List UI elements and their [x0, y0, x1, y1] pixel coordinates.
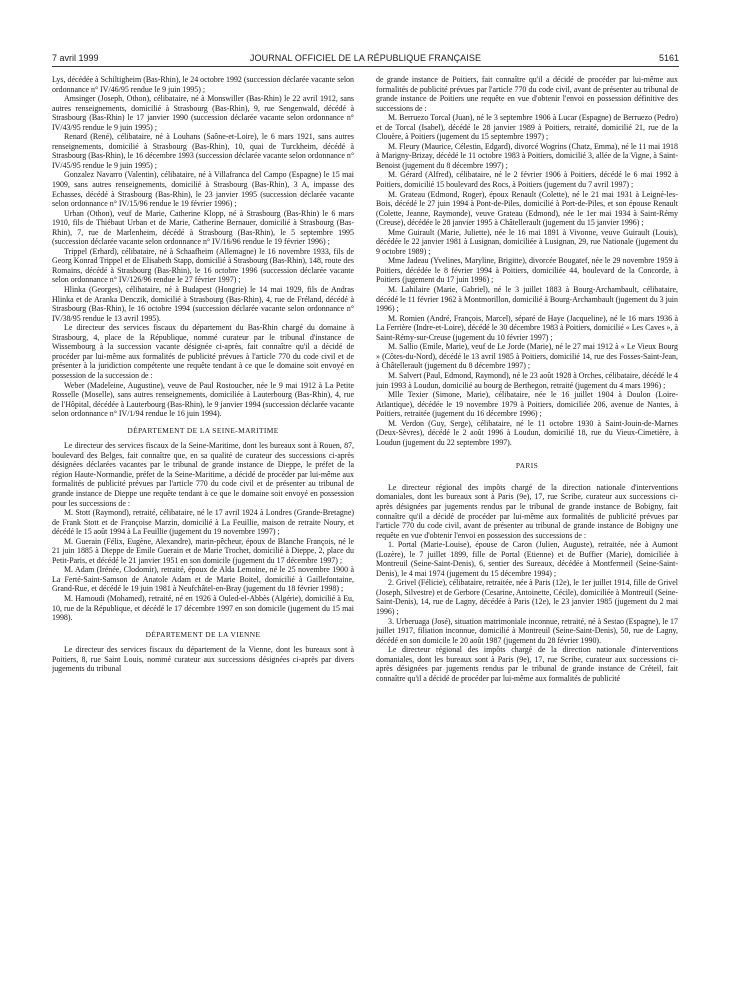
right-column	[376, 75, 678, 970]
left-paragraph: Gonzalez Navarro (Valentin), célibataire, né à Villafranca del Campo (Espagne) le 15 mai 1909, sans autres renseignements, domicilié à Strasbourg (Bas-Rhin), 3 A, impasse des Echasses, décédé à Strasbourg (Bas-Rhin), le 23 janvier 1995 (succession déclarée vacante selon ordonnance n° IV/15/96 rendue le 19 février 1996) ;	[52, 170, 354, 209]
right-paragraph: M. Lahilaire (Marie, Gabriel), né le 3 juillet 1883 à Bourg-Archambault, célibataire, décédé le 11 février 1962 à Montmorillon, domicilié à Bourg-Archambault (jugement du 3 juin 1996) ;	[376, 285, 678, 314]
left-paragraph: Renard (René), célibataire, né à Louhans (Saône-et-Loire), le 6 mars 1921, sans autres renseignements, domicilié à Strasbourg (Bas-Rhin), 10, quai de Turckheim, décédé à Strasbourg (Bas-Rhin), le 16 décembre 1993 (succession déclarée vacante selon ordonnance n° IV/45/95 rendue le 9 juin 1995) ;	[52, 132, 354, 170]
right-paragraph: Le directeur régional des impôts chargé de la direction nationale d'interventions domaniales, dont les bureaux sont à Paris (9e), 17, rue Scribe, curateur aux successions ci-après désignées par jugements rendus par le tribunal de grande instance de Bobigny, fait connaître qu'il a décidé de procéder par lui-même aux formalités de publicité prévues par l'article 770 du code civil, avant de présenter au tribunal de grande instance de Bobigny une requête en vue d'obtenir l'envoi en possession des successions de :	[376, 482, 678, 540]
left-paragraph: Urban (Othon), veuf de Marie, Catherine Klopp, né à Strasbourg (Bas-Rhin) le 6 mars 1910, fils de Thiébaut Urban et de Marie, Catherine Bernauer, domicilié à Strasbourg (Bas-Rhin), 7, rue de Marlenheim, décédé à Strasbourg (Bas-Rhin), le 5 septembre 1995 (succession déclarée vacante selon ordonnance n° IV/16/96 rendue le 19 février 1996) ;	[52, 208, 354, 247]
left-paragraph: M. Stott (Raymond), retraité, célibataire, né le 17 avril 1924 à Londres (Grande-Bretagne) de Frank Stott et de Françoise Marzin, domicilié à La Feuillie, maison de retraite Noury, et décédé le 15 août 1994 à La Feuillie (jugement du 19 novembre 1997) ;	[52, 508, 354, 537]
right-paragraph: 1. Portal (Marie-Louise), épouse de Caron (Julien, Auguste), retraitée, née à Aumont (Lozère), le 7 juillet 1899, fille de Portal (Etienne) et de Buffier (Marie), domiciliée à Montreuil (Seine-Saint-Denis), 6, sentier des Sureaux, décédée à Montfermeil (Seine-Saint-Denis), le 4 mai 1974 (jugement du 15 décembre 1994) ;	[376, 540, 678, 578]
right-paragraph: M. Salvert (Paul, Edmond, Raymond), né le 23 août 1928 à Orches, célibataire, décédé le 4 juin 1993 à Loudun, domicilié au bourg de Berthegon, retraité (jugement du 4 mars 1996) ;	[376, 370, 678, 390]
right-paragraph: Mme Guirault (Marie, Juliette), née le 16 mai 1891 à Vivonne, veuve Guirault (Louis), décédée le 22 janvier 1981 à Lusignan, domiciliée à Lusignan, 29, rue Nationale (jugement du 9 octobre 1989) ;	[376, 227, 678, 256]
right-paragraph: M. Gérard (Alfred), célibataire, né le 2 février 1906 à Poitiers, décédé le 6 mai 1992 à Poitiers, domicilié 15 boulevard des Rocs, à Poitiers (jugement du 7 avril 1997) ;	[376, 170, 678, 190]
right-paragraph: M. Fleury (Maurice, Célestin, Edgard), divorcé Wogrins (Chatz, Emma), né le 11 mai 1918 à Marigny-Brizay, décédé le 11 octobre 1983 à Poitiers, domicilié 3, allée de la Vigne, à Saint-Benoist (jugement du 8 décembre 1997) ;	[376, 141, 678, 170]
right-paragraph: 3. Urberuaga (José), situation matrimoniale inconnue, retraité, né à Sestao (Espagne), le 17 juillet 1917, filiation inconnue, domicilié à Montreuil (Seine-Saint-Denis), 50, rue de Lagny, décédé en son domicile le 20 août 1987 (jugement du 28 février 1990).	[376, 616, 678, 645]
right-paragraph: M. Sallio (Emile, Marie), veuf de Le Jorde (Marie), né le 27 mai 1912 à « Le Vieux Bourg » (Côtes-du-Nord), décédé le 13 avril 1985 à Poitiers, domicilié 14, rue des Fosses-Saint-Jean, à Châtellerault (jugement du 8 décembre 1997) ;	[376, 342, 678, 371]
right-paragraph: M. Romien (André, François, Marcel), séparé de Haye (Jacqueline), né le 16 mars 1936 à La Ferrière (Indre-et-Loire), décédé le 30 décembre 1983 à Poitiers, domicilié « Les Caves », à Saint-Rémy-sur-Creuse (jugement du 10 février 1997) ;	[376, 313, 678, 342]
header-date: 7 avril 1999	[52, 53, 99, 63]
left-paragraph: M. Adam (Irénée, Clodomir), retraité, époux de Alda Lemoine, né le 25 novembre 1900 à La Ferté-Saint-Samson de Anatole Adam et de Marie Boitel, domicilié à Gaillefontaine, Grand-Rue, et décédé le 19 juin 1981 à Neufchâtel-en-Bray (jugement du 18 février 1998) ;	[52, 565, 354, 594]
left-column	[52, 75, 354, 970]
right-paragraph: M. Verdon (Guy, Serge), célibataire, né le 11 octobre 1930 à Saint-Jouin-de-Marnes (Deux-Sèvres), décédé le 2 août 1996 à Loudun, domicilié 18, rue du Vieux-Cimetière, à Loudun (jugement du 22 septembre 1997).	[376, 418, 678, 447]
left-paragraph: Le directeur des services fiscaux du département du Bas-Rhin chargé du domaine à Strasbourg, 4, place de la République, nommé curateur par le tribunal d'instance de Wissembourg à la succession vacante désignée ci-après, fait connaître qu'il a décidé de procéder par lui-même aux formalités de publicité prévues à l'article 770 du code civil et de présenter à la juridiction compétente une requête tendant à ce que le domaine soit envoyé en possession de la succession de :	[52, 323, 354, 380]
left-paragraph: Trippel (Erhard), célibataire, né à Schaafheim (Allemagne) le 16 novembre 1933, fils de Georg Konrad Trippel et de Elisabeth Stapp, domicilié à Strasbourg (Bas-Rhin), 148, route des Romains, décédé à Strasbourg (Bas-Rhin), le 16 octobre 1996 (succession déclarée vacante selon ordonnance n° IV/126/96 rendue le 27 février 1997) ;	[52, 246, 354, 285]
journal-title: JOURNAL OFFICIEL DE LA RÉPUBLIQUE FRANÇAISE	[249, 53, 482, 63]
section-heading: PARIS	[515, 461, 539, 471]
left-paragraph: M. Guerain (Félix, Eugène, Alexandre), marin-pêcheur, époux de Blanche François, né le 21 juin 1885 à Dieppe de Emile Guerain et de Marie Trochet, domicilié à Dieppe, 2, place du Petit-Paris, et décédé le 21 janvier 1951 en son domicile (jugement du 17 décembre 1997) ;	[52, 536, 354, 565]
left-paragraph: Lys, décédée à Schiltigheim (Bas-Rhin), le 24 octobre 1992 (succession déclarée vacante selon ordonnance n° IV/46/95 rendue le 9 juin 1995) ;	[52, 75, 354, 94]
right-paragraph: de grande instance de Poitiers, fait connaître qu'il a décidé de procéder par lui-même aux formalités de publicité prévues par l'article 770 du code civil, avant de présenter au tribunal de grande instance de Poitiers une requête en vue d'obtenir l'envoi en possession définitive des successions de :	[376, 75, 678, 113]
section-heading: DÉPARTEMENT DE LA VIENNE	[145, 629, 261, 639]
right-paragraph: M. Berruezo Torcal (Juan), né le 3 septembre 1906 à Lucar (Espagne) de Berruezo (Pedro) et de Torcal (Isabel), décédé le 28 janvier 1989 à Poitiers, retraité, domicilié 21, rue de la Clouère, à Poitiers (jugement du 15 septembre 1997) ;	[376, 113, 678, 142]
right-paragraph: M. Grateau (Edmond, Roger), époux Renault (Colette), né le 21 mai 1931 à Leigné-les-Bois, décédé le 27 juin 1994 à Pont-de-Piles, domicilié à Port-de-Piles, et son épouse Renault (Colette, Jeanne, Raymonde), veuve Grateau (Edmond), née le 1er mai 1934 à Saint-Rémy (Creuse), décédée le 28 janvier 1995 à Châtellerault (jugement du 15 janvier 1996) ;	[376, 189, 678, 228]
page-number: 5161	[658, 53, 679, 63]
page-header	[52, 53, 679, 67]
right-paragraph: 2. Grivel (Félicie), célibataire, retraitée, née à Paris (12e), le 1er juillet 1914, fille de Grivel (Joseph, Silvestre) et de Gerbore (Cesarine, Antoinette, Cécile), domiciliée à Montreuil (Seine-Saint-Denis), 14, rue de Lagny, décédée à Paris (12e), le 23 janvier 1985 (jugement du 2 mai 1996) ;	[376, 578, 678, 616]
left-paragraph: Weber (Madeleine, Augustine), veuve de Paul Rostoucher, née le 9 mai 1912 à La Petite Rosselle (Moselle), sans autres renseignements, domiciliée à Lauterbourg (Bas-Rhin), 4, rue de l'Hôpital, décédée à Lauterbourg (Bas-Rhin), le 9 janvier 1994 (succession déclarée vacante selon ordonnance n° IV/1/94 rendue le 16 juin 1994).	[52, 380, 354, 419]
left-paragraph: M. Hamoudi (Mohamed), retraité, né en 1926 à Ouled-el-Abbès (Algérie), domicilié à Eu, 10, rue de la République, et décédé le 17 décembre 1997 en son domicile (jugement du 15 mai 1998).	[52, 593, 354, 623]
right-paragraph: Le directeur régional des impôts chargé de la direction nationale d'interventions domaniales, dont les bureaux sont à Paris (9e), 17, rue Scribe, curateur aux successions ci-après désignées par jugements rendus par le tribunal de grande instance de Créteil, fait connaître qu'il a décidé de procéder par lui-même aux formalités de publicité	[376, 645, 678, 683]
left-paragraph: Amsinger (Joseph, Othon), célibataire, né à Monswiller (Bas-Rhin) le 22 avril 1912, sans autres renseignements, domicilié à Strasbourg (Bas-Rhin), 9, rue Sengenwald, décédé à Strasbourg (Bas-Rhin) le 17 janvier 1990 (succession déclarée vacante selon ordonnance n° IV/43/95 rendue le 9 juin 1995) ;	[52, 94, 354, 132]
left-paragraph: Hlinka (Georges), célibataire, né à Budapest (Hongrie) le 14 mai 1929, fils de Andras Hlinka et de Aranka Denczik, domicilié à Strasbourg (Bas-Rhin), 4, rue de Fréland, décédé à Strasbourg (Bas-Rhin), le 16 octobre 1994 (succession déclarée vacante selon ordonnance n° IV/38/95 rendue le 13 avril 1995).	[52, 285, 354, 323]
right-paragraph: Mme Jadeau (Yvelines, Maryline, Brigitte), divorcée Bougatef, née le 29 novembre 1959 à Poitiers, décédée le 8 février 1994 à Poitiers, domiciliée 44, boulevard de la Concorde, à Poitiers (jugement du 17 juin 1996) ;	[376, 256, 678, 285]
left-paragraph: Le directeur des services fiscaux de la Seine-Maritime, dont les bureaux sont à Rouen, 87, boulevard des Belges, fait connaître que, en sa qualité de curateur des successions ci-après désignées déclarées vacantes par le tribunal de grande instance de Dieppe, le préfet de la région Haute-Normandie, préfet de la Seine-Maritime, a décidé de procéder par lui-même aux formalités de publicité prévues par l'article 770 du code civil et de présenter au tribunal de grande instance de Dieppe une requête tendant à ce que le domaine soit envoyé en possession pour les successions de :	[52, 441, 354, 508]
left-paragraph: Le directeur des services fiscaux du département de la Vienne, dont les bureaux sont à Poitiers, 8, rue Saint Louis, nommé curateur aux successions désignées ci-après par divers jugements du tribunal	[52, 645, 354, 674]
section-heading: DÉPARTEMENT DE LA SEINE-MARITIME	[127, 425, 279, 435]
right-paragraph: Mlle Texier (Simone, Marie), célibataire, née le 16 juillet 1904 à Doulon (Loire-Atlantique), décédée le 19 novembre 1979 à Poitiers, domiciliée 206, avenue de Nantes, à Poitiers, retraitée (jugement du 16 décembre 1996) ;	[376, 390, 678, 419]
header-rule	[52, 66, 679, 67]
